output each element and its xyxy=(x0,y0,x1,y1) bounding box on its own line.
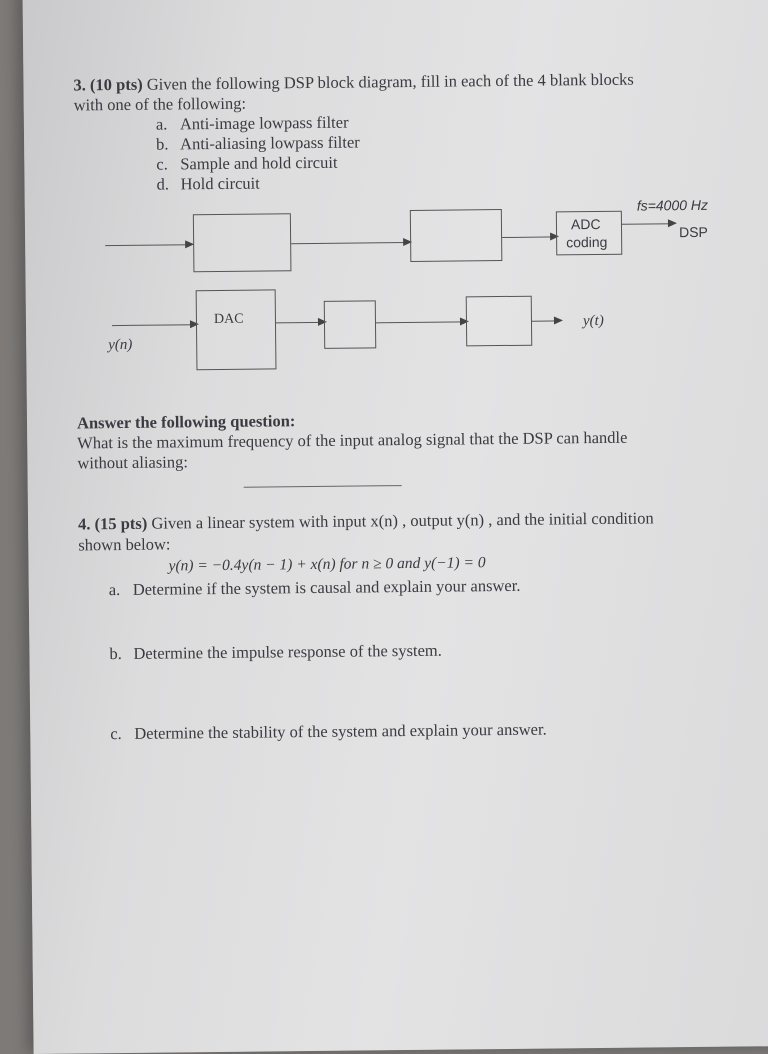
blank-block-1[interactable] xyxy=(193,213,292,272)
q4-part-b-letter: b. xyxy=(109,644,122,664)
q3-points: 3. (10 pts) xyxy=(73,74,143,95)
q3-prompt: Given the following DSP block diagram, fill in each of the 4 blank blocks xyxy=(146,69,634,94)
q4-header xyxy=(78,508,654,534)
option-a-letter: a. xyxy=(155,114,168,134)
blank-block-2[interactable] xyxy=(410,209,503,262)
option-c-letter: c. xyxy=(156,154,168,174)
option-b-text: Anti-aliasing lowpass filter xyxy=(180,132,360,154)
link-line-2 xyxy=(502,236,556,238)
option-b-letter: b. xyxy=(156,134,169,154)
adc-coding-label: coding xyxy=(566,233,608,251)
link-line-4 xyxy=(376,321,466,323)
link-line-1 xyxy=(291,242,409,245)
yn-line xyxy=(112,324,196,326)
q3-prompt-line2: with one of the following: xyxy=(73,93,247,115)
option-a-text: Anti-image lowpass filter xyxy=(179,112,349,134)
yn-label: y(n) xyxy=(108,336,133,354)
adc-block xyxy=(556,211,622,256)
answer-blank-line[interactable] xyxy=(244,485,402,488)
q4-prompt: Given a linear system with input x(n) , output y(n) , and the initial condition xyxy=(151,508,654,533)
answer-heading: Answer the following question: xyxy=(76,411,296,433)
q3-header xyxy=(73,70,633,96)
dsp-line xyxy=(622,223,674,225)
option-d-letter: d. xyxy=(156,174,169,194)
option-d-text: Hold circuit xyxy=(180,173,260,194)
blank-block-4[interactable] xyxy=(466,296,533,347)
q4-part-c-letter: c. xyxy=(110,724,122,744)
q4-points: 4. (15 pts) xyxy=(77,513,148,534)
q4-part-a-text: Determine if the system is causal and explain your answer. xyxy=(132,575,521,599)
blank-block-3[interactable] xyxy=(324,300,376,349)
yt-label: y(t) xyxy=(582,312,604,330)
dac-label: DAC xyxy=(213,311,244,328)
adc-label: ADC xyxy=(570,215,601,233)
q4-part-b-text: Determine the impulse response of the system. xyxy=(133,640,442,663)
q4-prompt-line2: shown below: xyxy=(78,534,171,555)
q4-equation: y(n) = −0.4y(n − 1) + x(n) for n ≥ 0 and y(−1) = 0 xyxy=(168,554,486,575)
dsp-label: DSP xyxy=(678,223,708,241)
link-line-3 xyxy=(276,322,324,324)
input-line xyxy=(105,244,191,246)
output-arrow xyxy=(554,316,563,324)
q4-part-a-letter: a. xyxy=(108,580,121,600)
dsp-arrow xyxy=(668,219,677,227)
option-c-text: Sample and hold circuit xyxy=(180,152,338,174)
dac-block xyxy=(196,289,277,370)
q4-part-c-text: Determine the stability of the system and explain your answer. xyxy=(134,719,547,743)
answer-question-line2: without aliasing: xyxy=(77,452,188,473)
answer-question-line1: What is the maximum frequency of the input analog signal that the DSP can handle xyxy=(77,427,628,453)
fs-label: fs=4000 Hz xyxy=(636,196,709,214)
paper-sheet xyxy=(22,0,768,1054)
